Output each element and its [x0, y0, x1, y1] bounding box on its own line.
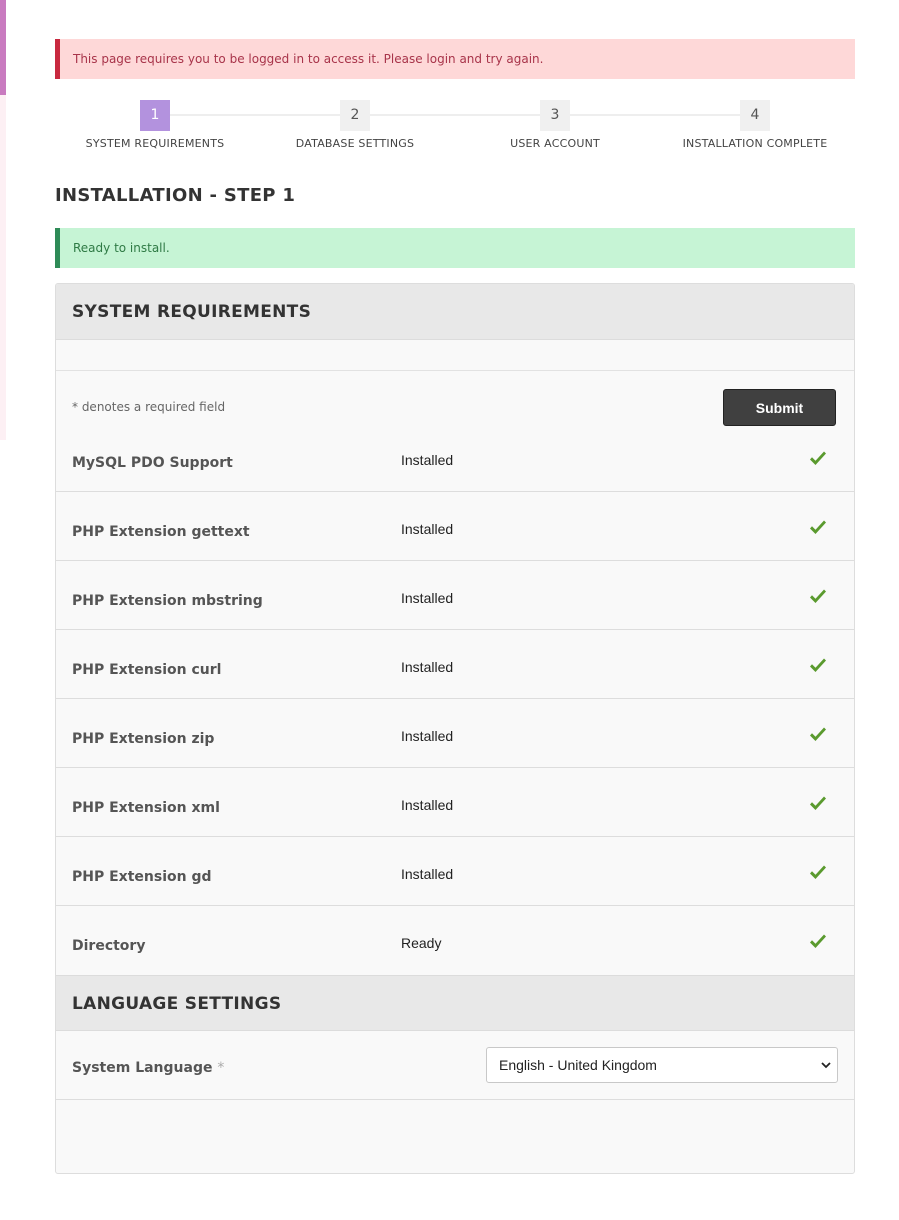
requirement-status: Installed	[401, 659, 454, 675]
check-icon	[808, 863, 828, 883]
system-language-row	[56, 1031, 854, 1100]
system-language-label	[72, 1060, 224, 1076]
step-database-settings	[255, 100, 455, 150]
requirement-name: PHP Extension gettext	[72, 524, 250, 540]
requirement-status: Installed	[401, 590, 454, 606]
requirement-row	[56, 768, 854, 837]
requirement-status: Installed	[401, 452, 454, 468]
requirement-name: PHP Extension zip	[72, 731, 215, 747]
step-label: INSTALLATION COMPLETE	[682, 137, 828, 150]
requirement-name: PHP Extension xml	[72, 800, 220, 816]
system-language-label-text: System Language	[72, 1060, 213, 1076]
system-language-select[interactable]	[486, 1047, 838, 1083]
required-mark: *	[217, 1060, 225, 1076]
requirement-status: Ready	[401, 935, 442, 951]
requirement-name: PHP Extension mbstring	[72, 593, 263, 609]
step-system-requirements	[55, 100, 255, 150]
install-steps	[55, 100, 855, 160]
login-required-alert	[55, 39, 855, 79]
requirement-status: Installed	[401, 521, 454, 537]
check-icon	[808, 518, 828, 538]
step-label: DATABASE SETTINGS	[295, 137, 415, 150]
step-label: USER ACCOUNT	[510, 137, 600, 150]
step-label: SYSTEM REQUIREMENTS	[85, 137, 225, 150]
requirement-row	[56, 906, 854, 975]
chevron-down-icon	[821, 1060, 831, 1070]
ready-alert	[55, 228, 855, 268]
step-number: 2	[340, 100, 370, 131]
requirement-name: MySQL PDO Support	[72, 455, 233, 471]
check-icon	[808, 656, 828, 676]
check-icon	[808, 932, 828, 952]
requirement-row	[56, 699, 854, 768]
ready-text: Ready to install.	[73, 241, 170, 255]
login-required-text: This page requires you to be logged in to access it. Please login and try again.	[73, 52, 544, 66]
requirement-status: Installed	[401, 728, 454, 744]
page-title: INSTALLATION - STEP 1	[55, 185, 296, 206]
left-edge-strip	[0, 0, 6, 440]
step-number: 1	[140, 100, 170, 131]
requirement-row	[56, 492, 854, 561]
system-requirements-heading: SYSTEM REQUIREMENTS	[56, 284, 854, 340]
check-icon	[808, 794, 828, 814]
language-settings-heading: LANGUAGE SETTINGS	[56, 975, 854, 1031]
step-installation-complete	[655, 100, 855, 150]
required-field-note: * denotes a required field	[72, 400, 226, 414]
check-icon	[808, 449, 828, 469]
requirement-row	[56, 561, 854, 630]
install-panel	[55, 283, 855, 1174]
check-icon	[808, 587, 828, 607]
requirement-status: Installed	[401, 866, 454, 882]
requirement-name: PHP Extension curl	[72, 662, 222, 678]
step-user-account	[455, 100, 655, 150]
form-action-bar	[56, 370, 854, 438]
requirement-status: Installed	[401, 797, 454, 813]
requirement-name: PHP Extension gd	[72, 869, 212, 885]
requirement-row	[56, 837, 854, 906]
check-icon	[808, 725, 828, 745]
submit-button[interactable]: Submit	[723, 389, 836, 426]
system-language-selected: English - United Kingdom	[499, 1057, 657, 1073]
requirement-name: Directory	[72, 938, 146, 954]
step-number: 4	[740, 100, 770, 131]
requirement-row	[56, 630, 854, 699]
left-edge-accent	[0, 0, 6, 95]
step-number: 3	[540, 100, 570, 131]
